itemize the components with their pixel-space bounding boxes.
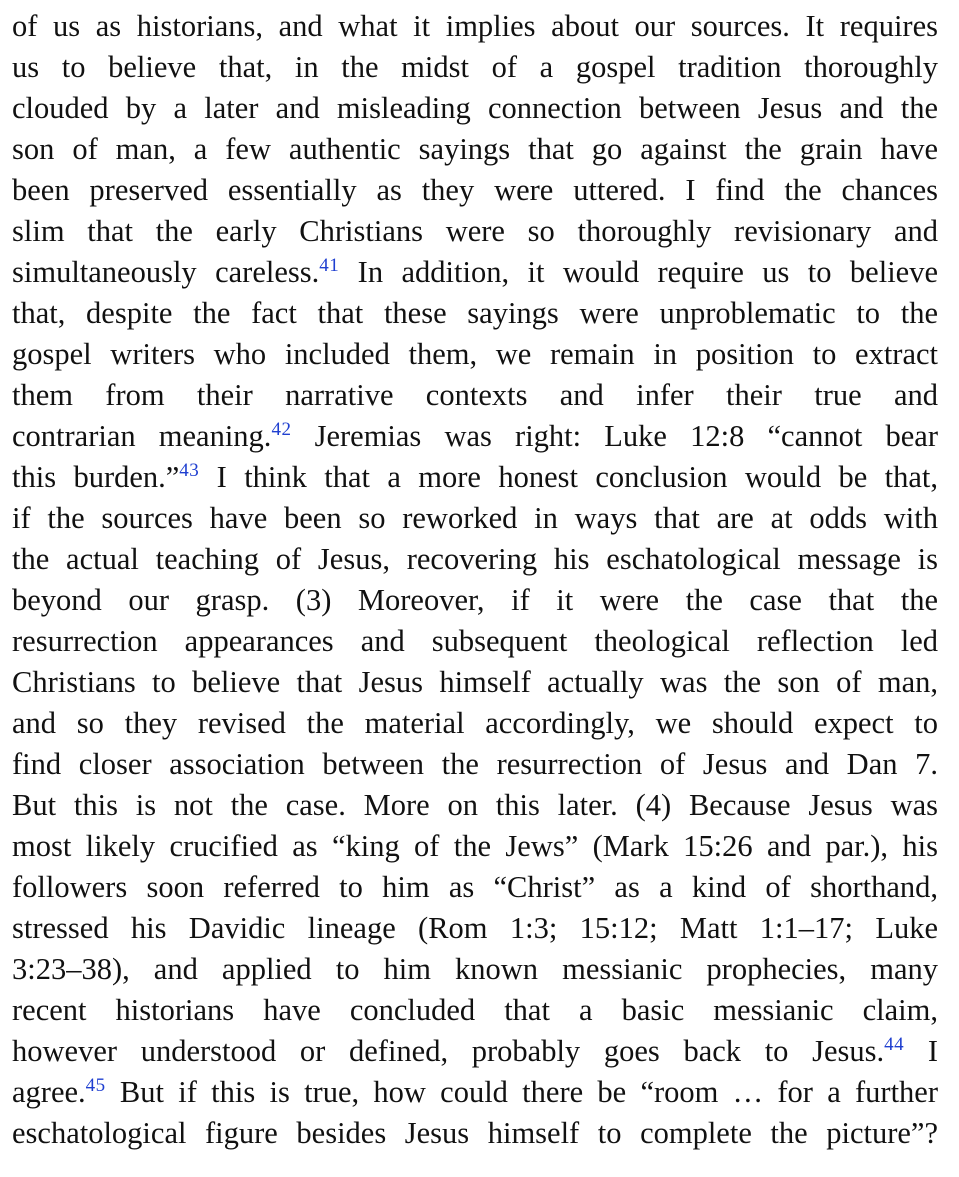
text-line: if the sources have been so reworked in ways that are at odds with [12, 501, 938, 535]
text-line: the actual teaching of Jesus, recovering his eschatological message is [12, 542, 938, 576]
text-line: recent historians have concluded that a basic messianic claim, [12, 993, 938, 1027]
footnote-ref-41[interactable]: 41 [319, 255, 340, 276]
text-line: son of man, a few authentic sayings that go against the grain have [12, 132, 938, 166]
text-line: them from their narrative contexts and infer their true and [12, 378, 938, 412]
text-line: been preserved essentially as they were uttered. I find the chances [12, 173, 938, 207]
text-line: 3:23–38), and applied to him known messianic prophecies, many [12, 952, 938, 986]
text-line: clouded by a later and misleading connection between Jesus and the [12, 91, 938, 125]
text-line: followers soon referred to him as “Christ” as a kind of shorthand, [12, 870, 938, 904]
text-line: gospel writers who included them, we remain in position to extract [12, 337, 938, 371]
text-line: find closer association between the resurrection of Jesus and Dan 7. [12, 747, 938, 781]
text-line: this burden.”$^{43}$ I think that a more honest conclusion would be that, [12, 460, 938, 494]
text-line: contrarian meaning.$^{42}$ Jeremias was right: Luke 12:8 “cannot bear [12, 419, 938, 453]
text-line: simultaneously careless.$^{41}$ In addition, it would require us to believe [12, 255, 938, 289]
footnote-ref-43[interactable]: 43 [179, 460, 200, 481]
text-line: slim that the early Christians were so thoroughly revisionary and [12, 214, 938, 248]
text-line: eschatological figure besides Jesus himself to complete the picture”? [12, 1116, 938, 1150]
text-line: Christians to believe that Jesus himself actually was the son of man, [12, 665, 938, 699]
text-line: that, despite the fact that these sayings were unproblematic to the [12, 296, 938, 330]
text-line: most likely crucified as “king of the Jews” (Mark 15:26 and par.), his [12, 829, 938, 863]
footnote-ref-42[interactable]: 42 [271, 419, 292, 440]
text-line: But this is not the case. More on this later. (4) Because Jesus was [12, 788, 938, 822]
document-page [12, 6, 938, 1154]
text-line: us to believe that, in the midst of a gospel tradition thoroughly [12, 50, 938, 84]
text-line: and so they revised the material accordingly, we should expect to [12, 706, 938, 740]
footnote-ref-45[interactable]: 45 [85, 1075, 106, 1096]
text-line: however understood or defined, probably goes back to Jesus.$^{44}$ I [12, 1034, 938, 1068]
text-line: resurrection appearances and subsequent theological reflection led [12, 624, 938, 658]
text-line: of us as historians, and what it implies about our sources. It requires [12, 9, 938, 43]
text-line: stressed his Davidic lineage (Rom 1:3; 15:12; Matt 1:1–17; Luke [12, 911, 938, 945]
text-line: agree.$^{45}$ But if this is true, how could there be “room … for a further [12, 1075, 938, 1109]
text-line: beyond our grasp. (3) Moreover, if it were the case that the [12, 583, 938, 617]
footnote-ref-44[interactable]: 44 [884, 1034, 905, 1055]
